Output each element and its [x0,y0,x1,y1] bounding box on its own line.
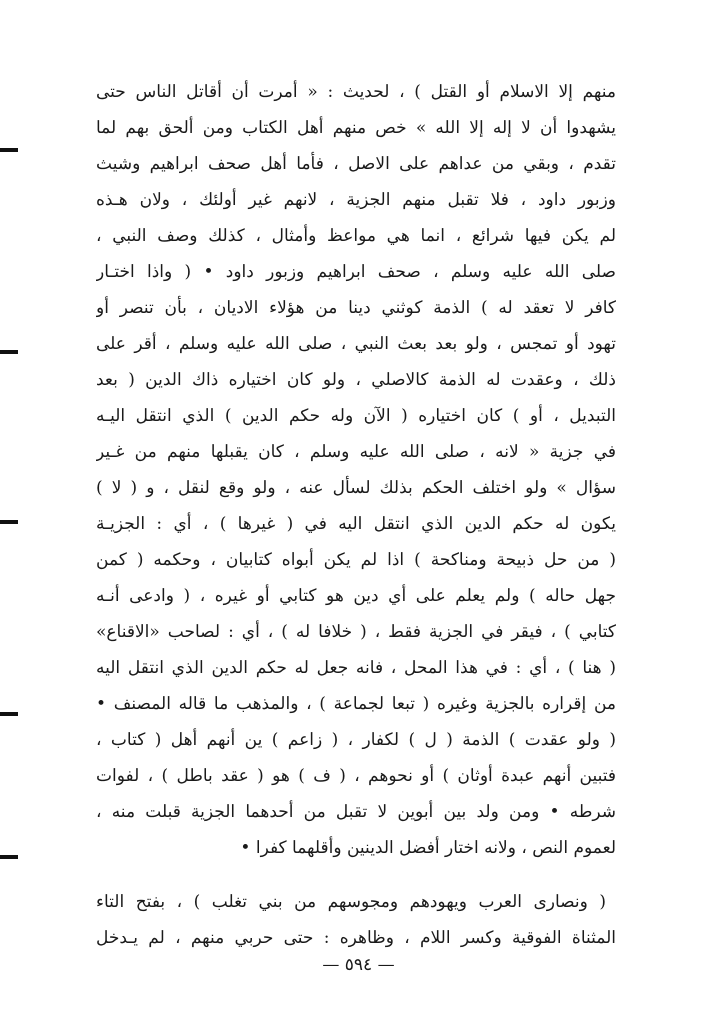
text-line: وزبور داود ، فلا تقبل منهم الجزية ، لانهم غير أولئك ، ولان هـذه [96,190,616,210]
page-number: — ٥٩٤ — [322,955,395,975]
text-line: فتبين أنهم عبدة أوثان ) أو نحوهم ، ( ف ) هو ( عقد باطل ) ، لفوات [96,766,616,786]
margin-mark [0,520,18,524]
body-text [96,74,616,956]
text-line: التبديل ، أو ) كان اختياره ( الآن وله حكم الدين ) الذي انتقل اليـه [96,406,616,426]
text-line: جهل حاله ) ولم يعلم على أي دين هو كتابي أو غيره ، ( وادعى أنـه [96,586,616,606]
text-line: صلى الله عليه وسلم ، صحف ابراهيم وزبور داود • ( واذا اختـار [96,262,616,282]
margin-mark [0,148,18,152]
text-line: شرطه • ومن ولد بين أبوين لا تقبل من أحدهما الجزية قبلت منه ، [96,802,616,822]
text-line: كتابي ) ، فيقر في الجزية فقط ، ( خلافا له ) ، أي : لصاحب «الاقناع» [96,622,616,642]
text-line: ( ولو عقدت ) الذمة ( ل ) لكفار ، ( زاعم ) ين أنهم أهل ( كتاب ، [96,730,616,750]
text-line: ( هنا ) ، أي : في هذا المحل ، فانه جعل له حكم الدين الذي انتقل اليه [96,658,616,678]
text-line: يكون له حكم الدين الذي انتقل اليه في ( غيرها ) ، أي : الجزيـة [96,514,616,534]
text-line: ( من حل ذبيحة ومناكحة ) اذا لم يكن أبواه كتابيان ، وحكمه ( كمن [96,550,616,570]
text-line: في جزية « لانه ، صلى الله عليه وسلم ، كان يقبلها منهم من غـير [96,442,616,462]
text-line: ( ونصارى العرب ويهودهم ومجوسهم من بني تغلب ) ، بفتح التاء [96,892,606,912]
margin-mark [0,855,18,859]
text-line: تهود أو تمجس ، ولو بعد بعث النبي ، صلى الله عليه وسلم ، أقر على [96,334,616,354]
text-line: يشهدوا أن لا إله إلا الله » خص منهم أهل الكتاب ومن ألحق بهم لما [96,118,616,138]
text-line: تقدم ، وبقي من عداهم على الاصل ، فأما أهل صحف ابراهيم وشيث [96,154,616,174]
text-line: كافر لا تعقد له ) الذمة كوثني دينا من هؤلاء الاديان ، بأن تنصر أو [96,298,616,318]
text-line: ذلك ، وعقدت له الذمة كالاصلي ، ولو كان اختياره ذاك الدين ( بعد [96,370,616,390]
text-line: لم يكن فيها شرائع ، انما هي مواعظ وأمثال ، كذلك وصف النبي ، [96,226,616,246]
text-line: من إقراره بالجزية وغيره ( تبعا لجماعة ) ، والمذهب ما قاله المصنف • [96,694,616,714]
text-line: منهم إلا الاسلام أو القتل ) ، لحديث : « أمرت أن أقاتل الناس حتى [96,82,616,102]
margin-mark [0,350,18,354]
paragraph [96,74,616,866]
text-line: سؤال » ولو اختلف الحكم بذلك لسأل عنه ، ولو وقع لنقل ، و ( لا ) [96,478,616,498]
margin-mark [0,712,18,716]
text-line: لعموم النص ، ولانه اختار أفضل الدينين وأقلهما كفرا • [240,838,616,858]
paragraph [96,884,616,956]
text-line: المثناة الفوقية وكسر اللام ، وظاهره : حتى حربي منهم ، لم يـدخل [96,928,616,948]
